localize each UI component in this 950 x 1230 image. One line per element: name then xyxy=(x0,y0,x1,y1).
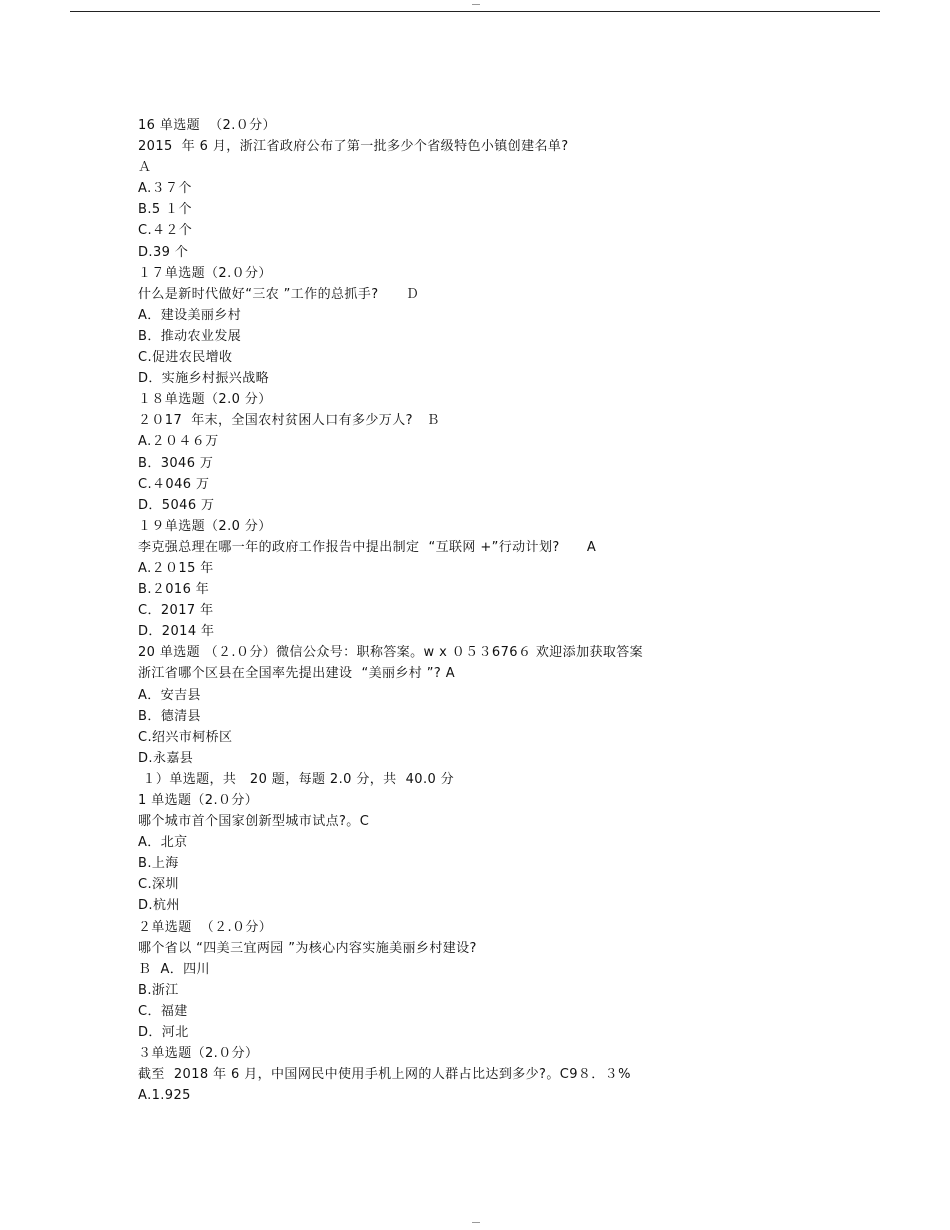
option-line: A.２０15 年 xyxy=(138,560,214,576)
option-line: D．实施乡村振兴战略 xyxy=(138,371,270,387)
option-line: C.４046 万 xyxy=(138,476,210,492)
question-text: 李克强总理在哪一年的政府工作报告中提出制定 “互联网 +”行动计划? A xyxy=(138,539,597,555)
option-line: A.３７个 xyxy=(138,181,192,197)
option-line: D.杭州 xyxy=(138,898,180,914)
option-line: B.5 １个 xyxy=(138,202,192,218)
option-line: A．安吉县 xyxy=(138,687,201,703)
option-line: D．2014 年 xyxy=(138,624,215,640)
option-line: C．2017 年 xyxy=(138,603,214,619)
bottom-page-mark xyxy=(472,1222,480,1223)
question-header: 20 单选题 （２.０分）微信公众号：职称答案。w x ０５３676６ 欢迎添加获取答案 xyxy=(138,645,644,661)
option-line: D．5046 万 xyxy=(138,497,215,513)
question-header: １８单选题（2.0 分） xyxy=(138,392,272,408)
option-line: C.４２个 xyxy=(138,223,193,239)
option-line: A．北京 xyxy=(138,835,188,851)
question-text: 什么是新时代做好“三农 ”工作的总抓手? Ｄ xyxy=(138,286,420,302)
question-header: ３单选题（2.０分） xyxy=(138,1046,259,1062)
option-line: B．推动农业发展 xyxy=(138,328,242,344)
option-line: C.促进农民增收 xyxy=(138,350,233,366)
question-text: 哪个城市首个国家创新型城市试点?。C xyxy=(138,814,370,830)
question-header: 16 单选题 （2.０分） xyxy=(138,118,276,133)
option-line: B．3046 万 xyxy=(138,455,214,471)
header-rule xyxy=(70,11,880,12)
question-text: 哪个省以 “四美三宜两园 ”为核心内容实施美丽乡村建设? xyxy=(138,940,477,956)
option-line: Ｂ A．四川 xyxy=(138,961,210,977)
question-text: 浙江省哪个区县在全国率先提出建设 “美丽乡村 ”? A xyxy=(138,666,455,682)
option-line: A.２０４６万 xyxy=(138,434,219,450)
option-line: D.永嘉县 xyxy=(138,750,194,766)
option-line: B.２016 年 xyxy=(138,582,210,598)
option-line: B.浙江 xyxy=(138,982,179,998)
option-line: A．建设美丽乡村 xyxy=(138,307,242,323)
option-line: D．河北 xyxy=(138,1025,189,1041)
top-page-mark xyxy=(472,4,480,5)
question-text: 截至 2018 年 6 月，中国网民中使用手机上网的人群占比达到多少?。C9８．３% xyxy=(138,1067,631,1083)
document-body xyxy=(138,115,878,1106)
question-header: ２单选题 （２.０分） xyxy=(138,919,273,935)
option-line: C．福建 xyxy=(138,1003,188,1019)
question-header: 1 单选题（2.０分） xyxy=(138,793,259,808)
question-header: １７单选题（2.０分） xyxy=(138,265,272,281)
section-header: １）单选题，共 20 题，每题 2.0 分，共 40.0 分 xyxy=(138,771,455,787)
option-line: B．德清县 xyxy=(138,708,201,724)
answer-key: Ａ xyxy=(138,160,152,176)
option-line: C.深圳 xyxy=(138,877,179,893)
question-text: ２０17 年末，全国农村贫困人口有多少万人? Ｂ xyxy=(138,413,440,429)
question-text: 2015 年 6 月，浙江省政府公布了第一批多少个省级特色小镇创建名单? xyxy=(138,139,569,155)
option-line: C.绍兴市柯桥区 xyxy=(138,729,233,745)
option-line: A.1.925 xyxy=(138,1088,191,1104)
option-line: B.上海 xyxy=(138,856,179,872)
option-line: D.39 个 xyxy=(138,244,189,260)
question-header: １９单选题（2.0 分） xyxy=(138,518,272,534)
